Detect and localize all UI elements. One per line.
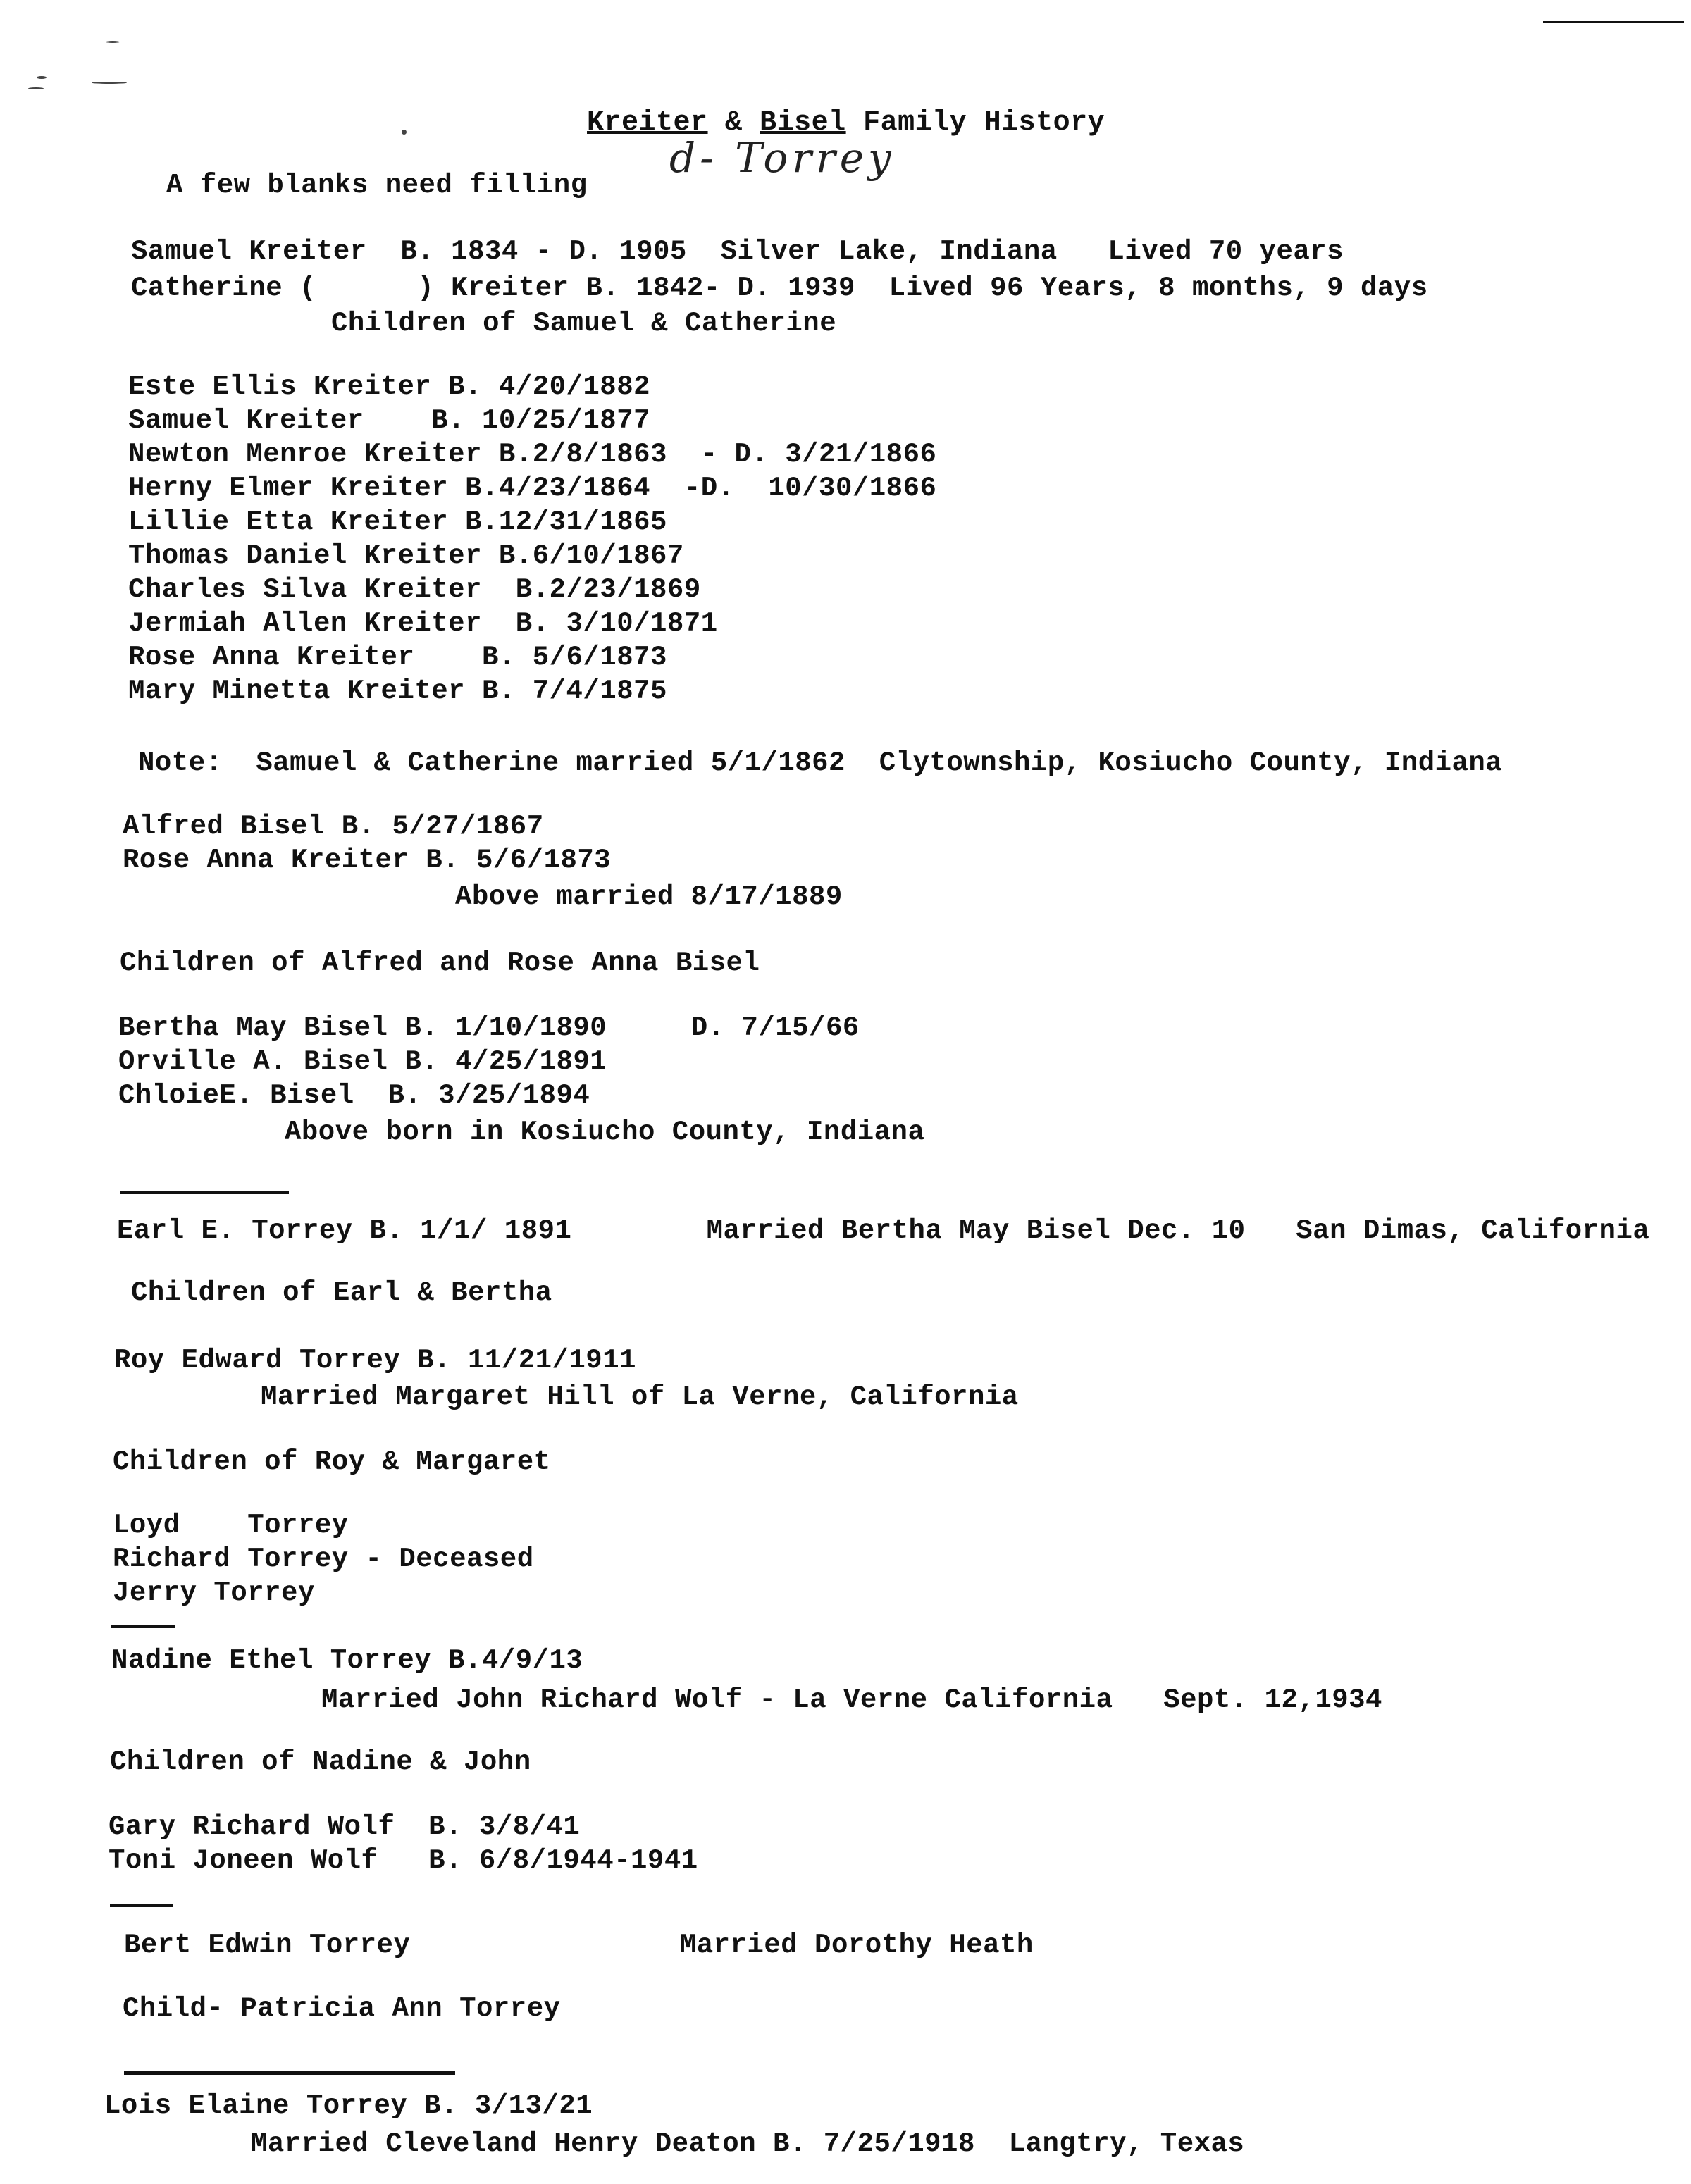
title-bisel: Bisel — [760, 107, 846, 139]
list-item: Loyd Torrey — [113, 1510, 349, 1541]
lois-married-line: Married Cleveland Henry Deaton B. 7/25/1918 Langtry, Texas — [251, 2128, 1245, 2159]
scan-speck — [402, 130, 407, 135]
list-item: Herny Elmer Kreiter B.4/23/1864 -D. 10/30/1866 — [128, 473, 937, 504]
list-item: Jerry Torrey — [113, 1577, 315, 1608]
title-amp: & — [707, 107, 760, 139]
roy-married-line: Married Margaret Hill of La Verne, California — [261, 1382, 1019, 1413]
list-item: Richard Torrey - Deceased — [113, 1544, 534, 1575]
handwritten-annotation: d- Torrey — [669, 134, 896, 182]
children-heading-bisel: Children of Alfred and Rose Anna Bisel — [120, 948, 760, 979]
divider — [120, 1191, 289, 1194]
list-item: Bertha May Bisel B. 1/10/1890 D. 7/15/66 — [118, 1012, 860, 1043]
list-item: Charles Silva Kreiter B.2/23/1869 — [128, 574, 701, 605]
scan-mark-top-right — [1543, 21, 1684, 23]
scan-speck — [28, 87, 44, 89]
page-title — [552, 75, 1105, 139]
list-item: Rose Anna Kreiter B. 5/6/1873 — [128, 642, 667, 673]
bisel-married-line: Above married 8/17/1889 — [455, 881, 843, 912]
bisel-born-note: Above born in Kosiucho County, Indiana — [285, 1117, 925, 1148]
scan-speck — [37, 76, 47, 79]
divider — [124, 2071, 455, 2075]
title-rest: Family History — [846, 107, 1105, 139]
alfred-line: Alfred Bisel B. 5/27/1867 — [123, 811, 544, 842]
list-item: Thomas Daniel Kreiter B.6/10/1867 — [128, 540, 684, 571]
list-item: Este Ellis Kreiter B. 4/20/1882 — [128, 371, 651, 402]
intro-text: A few blanks need filling — [166, 170, 588, 201]
nadine-line: Nadine Ethel Torrey B.4/9/13 — [111, 1645, 583, 1676]
list-item: Mary Minetta Kreiter B. 7/4/1875 — [128, 676, 667, 707]
divider — [111, 1625, 175, 1628]
marriage-note: Note: Samuel & Catherine married 5/1/1862 Clytownship, Kosiucho County, Indiana — [138, 747, 1503, 778]
list-item: Samuel Kreiter B. 10/25/1877 — [128, 405, 651, 436]
lois-line: Lois Elaine Torrey B. 3/13/21 — [104, 2090, 593, 2121]
catherine-line: Catherine ( ) Kreiter B. 1842- D. 1939 Lived 96 Years, 8 months, 9 days — [131, 273, 1428, 304]
nadine-married-line: Married John Richard Wolf - La Verne California Sept. 12,1934 — [321, 1684, 1382, 1715]
list-item: ChloieE. Bisel B. 3/25/1894 — [118, 1080, 590, 1111]
children-heading-roy: Children of Roy & Margaret — [113, 1446, 551, 1477]
roy-line: Roy Edward Torrey B. 11/21/1911 — [114, 1345, 637, 1376]
list-item: Toni Joneen Wolf B. 6/8/1944-1941 — [109, 1845, 698, 1876]
list-item: Orville A. Bisel B. 4/25/1891 — [118, 1046, 607, 1077]
samuel-line: Samuel Kreiter B. 1834 - D. 1905 Silver Lake, Indiana Lived 70 years — [131, 236, 1344, 267]
children-heading-nadine: Children of Nadine & John — [110, 1746, 531, 1777]
list-item: Lillie Etta Kreiter B.12/31/1865 — [128, 507, 667, 538]
list-item: Jermiah Allen Kreiter B. 3/10/1871 — [128, 608, 718, 639]
title-kreiter: Kreiter — [587, 107, 708, 139]
bert-line: Bert Edwin Torrey Married Dorothy Heath — [124, 1930, 1034, 1961]
earl-line: Earl E. Torrey B. 1/1/ 1891 Married Bertha May Bisel Dec. 10 San Dimas, California — [117, 1215, 1650, 1246]
divider — [110, 1904, 173, 1907]
scan-speck — [92, 82, 127, 84]
scan-speck — [106, 41, 120, 43]
list-item: Gary Richard Wolf B. 3/8/41 — [109, 1811, 581, 1842]
rose-line: Rose Anna Kreiter B. 5/6/1873 — [123, 845, 612, 876]
children-heading-earl: Children of Earl & Bertha — [131, 1277, 552, 1308]
list-item: Newton Menroe Kreiter B.2/8/1863 - D. 3/21/1866 — [128, 439, 937, 470]
children-heading-samuel: Children of Samuel & Catherine — [331, 308, 837, 339]
bert-child-line: Child- Patricia Ann Torrey — [123, 1993, 561, 2024]
